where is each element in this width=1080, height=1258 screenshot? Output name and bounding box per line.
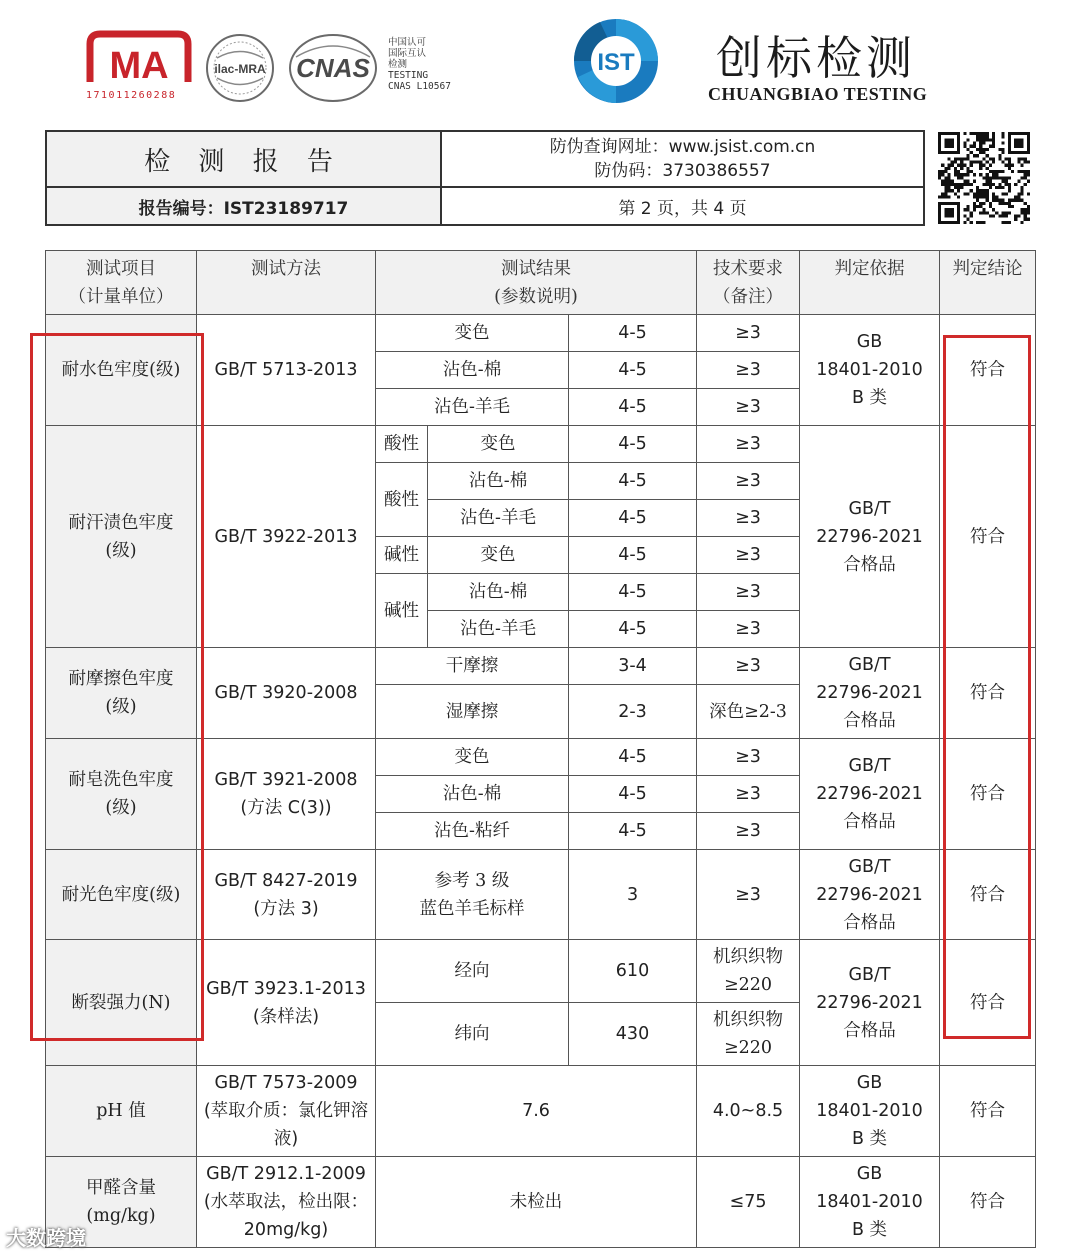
table-row bbox=[46, 648, 1036, 685]
value-cell: 3-4 bbox=[569, 648, 697, 685]
page-info: 第 2 页，共 4 页 bbox=[618, 198, 747, 219]
req-cell: ≥3 bbox=[697, 315, 800, 352]
param-cell: 参考 3 级 蓝色羊毛标样 bbox=[376, 850, 569, 940]
item-tensile: 断裂强力(N) bbox=[46, 940, 197, 1066]
test-results-table bbox=[45, 250, 1036, 1248]
req-cell: ≥3 bbox=[697, 500, 800, 537]
param-cell: 沾色-棉 bbox=[428, 574, 569, 611]
method-soap: GB/T 3921-2008 (方法 C(3)) bbox=[197, 739, 376, 850]
req-cell: ≥3 bbox=[697, 352, 800, 389]
req-cell: ≥3 bbox=[697, 389, 800, 426]
item-rub: 耐摩擦色牢度 (级) bbox=[46, 648, 197, 739]
value-cell: 4-5 bbox=[569, 574, 697, 611]
req-cell: 机织织物 ≥220 bbox=[697, 940, 800, 1003]
basis-water: GB 18401-2010 B 类 bbox=[800, 315, 940, 426]
item-sweat: 耐汗渍色牢度 (级) bbox=[46, 426, 197, 648]
req-cell: 深色≥2-3 bbox=[697, 685, 800, 739]
acid-label: 酸性 bbox=[376, 426, 428, 463]
header-logos bbox=[0, 0, 1080, 125]
basis-rub: GB/T 22796-2021 合格品 bbox=[800, 648, 940, 739]
brand-name-cn: 创标检测 bbox=[716, 31, 916, 85]
basis-tensile: GB/T 22796-2021 合格品 bbox=[800, 940, 940, 1066]
req-cell: ≥3 bbox=[697, 813, 800, 850]
table-row bbox=[46, 940, 1036, 1003]
conclusion-light: 符合 bbox=[940, 850, 1036, 940]
value-cell: 4-5 bbox=[569, 352, 697, 389]
table-row bbox=[46, 850, 1036, 940]
basis-sweat: GB/T 22796-2021 合格品 bbox=[800, 426, 940, 648]
result-formaldehyde: 未检出 bbox=[376, 1157, 697, 1248]
table-row bbox=[46, 315, 1036, 352]
method-tensile: GB/T 3923.1-2013 (条样法) bbox=[197, 940, 376, 1066]
anti-counterfeit-info bbox=[442, 132, 923, 188]
item-soap: 耐皂洗色牢度 (级) bbox=[46, 739, 197, 850]
item-water: 耐水色牢度(级) bbox=[46, 315, 197, 426]
watermark: 大数跨境 bbox=[6, 1226, 86, 1250]
header-method: 测试方法 bbox=[197, 251, 376, 315]
basis-soap: GB/T 22796-2021 合格品 bbox=[800, 739, 940, 850]
anti-counterfeit-code: 防伪码：3730386557 bbox=[594, 161, 771, 181]
method-ph: GB/T 7573-2009 (萃取介质：氯化钾溶 液) bbox=[197, 1066, 376, 1157]
value-cell: 610 bbox=[569, 940, 697, 1003]
param-cell: 纬向 bbox=[376, 1003, 569, 1066]
value-cell: 4-5 bbox=[569, 739, 697, 776]
conclusion-ph: 符合 bbox=[940, 1066, 1036, 1157]
method-water: GB/T 5713-2013 bbox=[197, 315, 376, 426]
req-cell: ≥3 bbox=[697, 739, 800, 776]
table-row bbox=[46, 1066, 1036, 1157]
svg-text:IST: IST bbox=[597, 49, 635, 76]
qr-code bbox=[938, 132, 1030, 224]
param-cell: 变色 bbox=[428, 537, 569, 574]
req-cell: ≥3 bbox=[697, 426, 800, 463]
svg-text:MA: MA bbox=[109, 45, 169, 87]
req-cell: ≥3 bbox=[697, 611, 800, 648]
header-conclusion: 判定结论 bbox=[940, 251, 1036, 315]
table-row bbox=[46, 1157, 1036, 1248]
brand-name-en: CHUANGBIAO TESTING bbox=[708, 84, 928, 104]
table-row bbox=[46, 426, 1036, 463]
header-requirement: 技术要求 （备注） bbox=[697, 251, 800, 315]
req-ph: 4.0~8.5 bbox=[697, 1066, 800, 1157]
req-cell: 机织织物 ≥220 bbox=[697, 1003, 800, 1066]
value-cell: 4-5 bbox=[569, 463, 697, 500]
cnas-seal bbox=[288, 33, 378, 103]
value-cell: 4-5 bbox=[569, 537, 697, 574]
alkali-label: 碱性 bbox=[376, 574, 428, 648]
method-rub: GB/T 3920-2008 bbox=[197, 648, 376, 739]
acid-label: 酸性 bbox=[376, 463, 428, 537]
basis-formaldehyde: GB 18401-2010 B 类 bbox=[800, 1157, 940, 1248]
param-cell: 经向 bbox=[376, 940, 569, 1003]
param-cell: 沾色-棉 bbox=[376, 776, 569, 813]
table-row bbox=[46, 739, 1036, 776]
cma-number: 171011260288 bbox=[86, 90, 177, 101]
conclusion-water: 符合 bbox=[940, 315, 1036, 426]
param-cell: 沾色-羊毛 bbox=[376, 389, 569, 426]
table-header-row bbox=[46, 251, 1036, 315]
anti-counterfeit-url: 防伪查询网址：www.jsist.com.cn bbox=[549, 137, 816, 157]
conclusion-tensile: 符合 bbox=[940, 940, 1036, 1066]
ilac-mra-seal bbox=[205, 33, 275, 103]
param-cell: 沾色-棉 bbox=[376, 352, 569, 389]
method-light: GB/T 8427-2019 (方法 3) bbox=[197, 850, 376, 940]
param-cell: 沾色-羊毛 bbox=[428, 611, 569, 648]
req-cell: ≥3 bbox=[697, 776, 800, 813]
ist-logo bbox=[570, 15, 662, 107]
conclusion-sweat: 符合 bbox=[940, 426, 1036, 648]
svg-text:CNAS: CNAS bbox=[296, 53, 370, 83]
method-formaldehyde: GB/T 2912.1-2009 (水萃取法，检出限： 20mg/kg) bbox=[197, 1157, 376, 1248]
value-cell: 4-5 bbox=[569, 315, 697, 352]
param-cell: 沾色-羊毛 bbox=[428, 500, 569, 537]
method-sweat: GB/T 3922-2013 bbox=[197, 426, 376, 648]
value-cell: 3 bbox=[569, 850, 697, 940]
basis-ph: GB 18401-2010 B 类 bbox=[800, 1066, 940, 1157]
value-cell: 4-5 bbox=[569, 389, 697, 426]
item-formaldehyde: 甲醛含量 (mg/kg) bbox=[46, 1157, 197, 1248]
req-cell: ≥3 bbox=[697, 648, 800, 685]
req-cell: ≥3 bbox=[697, 850, 800, 940]
param-cell: 沾色-粘纤 bbox=[376, 813, 569, 850]
report-info-box bbox=[45, 130, 925, 226]
param-cell: 变色 bbox=[376, 315, 569, 352]
header-result: 测试结果 (参数说明) bbox=[376, 251, 697, 315]
item-light: 耐光色牢度(级) bbox=[46, 850, 197, 940]
svg-text:ilac-MRA: ilac-MRA bbox=[214, 62, 266, 76]
item-ph: pH 值 bbox=[46, 1066, 197, 1157]
conclusion-formaldehyde: 符合 bbox=[940, 1157, 1036, 1248]
value-cell: 4-5 bbox=[569, 611, 697, 648]
value-cell: 4-5 bbox=[569, 426, 697, 463]
req-formaldehyde: ≤75 bbox=[697, 1157, 800, 1248]
report-number: 报告编号：IST23189717 bbox=[47, 188, 442, 224]
value-cell: 4-5 bbox=[569, 776, 697, 813]
result-ph: 7.6 bbox=[376, 1066, 697, 1157]
value-cell: 2-3 bbox=[569, 685, 697, 739]
report-title: 检 测 报 告 bbox=[47, 132, 442, 188]
header-basis: 判定依据 bbox=[800, 251, 940, 315]
req-cell: ≥3 bbox=[697, 537, 800, 574]
param-cell: 干摩擦 bbox=[376, 648, 569, 685]
param-cell: 变色 bbox=[428, 426, 569, 463]
basis-light: GB/T 22796-2021 合格品 bbox=[800, 850, 940, 940]
req-cell: ≥3 bbox=[697, 574, 800, 611]
value-cell: 4-5 bbox=[569, 813, 697, 850]
conclusion-rub: 符合 bbox=[940, 648, 1036, 739]
req-cell: ≥3 bbox=[697, 463, 800, 500]
header-item: 测试项目 （计量单位） bbox=[46, 251, 197, 315]
conclusion-soap: 符合 bbox=[940, 739, 1036, 850]
cnas-note: 中国认可 国际互认 检测 TESTING CNAS L10567 bbox=[388, 37, 451, 92]
value-cell: 4-5 bbox=[569, 500, 697, 537]
param-cell: 沾色-棉 bbox=[428, 463, 569, 500]
cma-logo bbox=[84, 30, 194, 105]
value-cell: 430 bbox=[569, 1003, 697, 1066]
param-cell: 湿摩擦 bbox=[376, 685, 569, 739]
alkali-label: 碱性 bbox=[376, 537, 428, 574]
param-cell: 变色 bbox=[376, 739, 569, 776]
